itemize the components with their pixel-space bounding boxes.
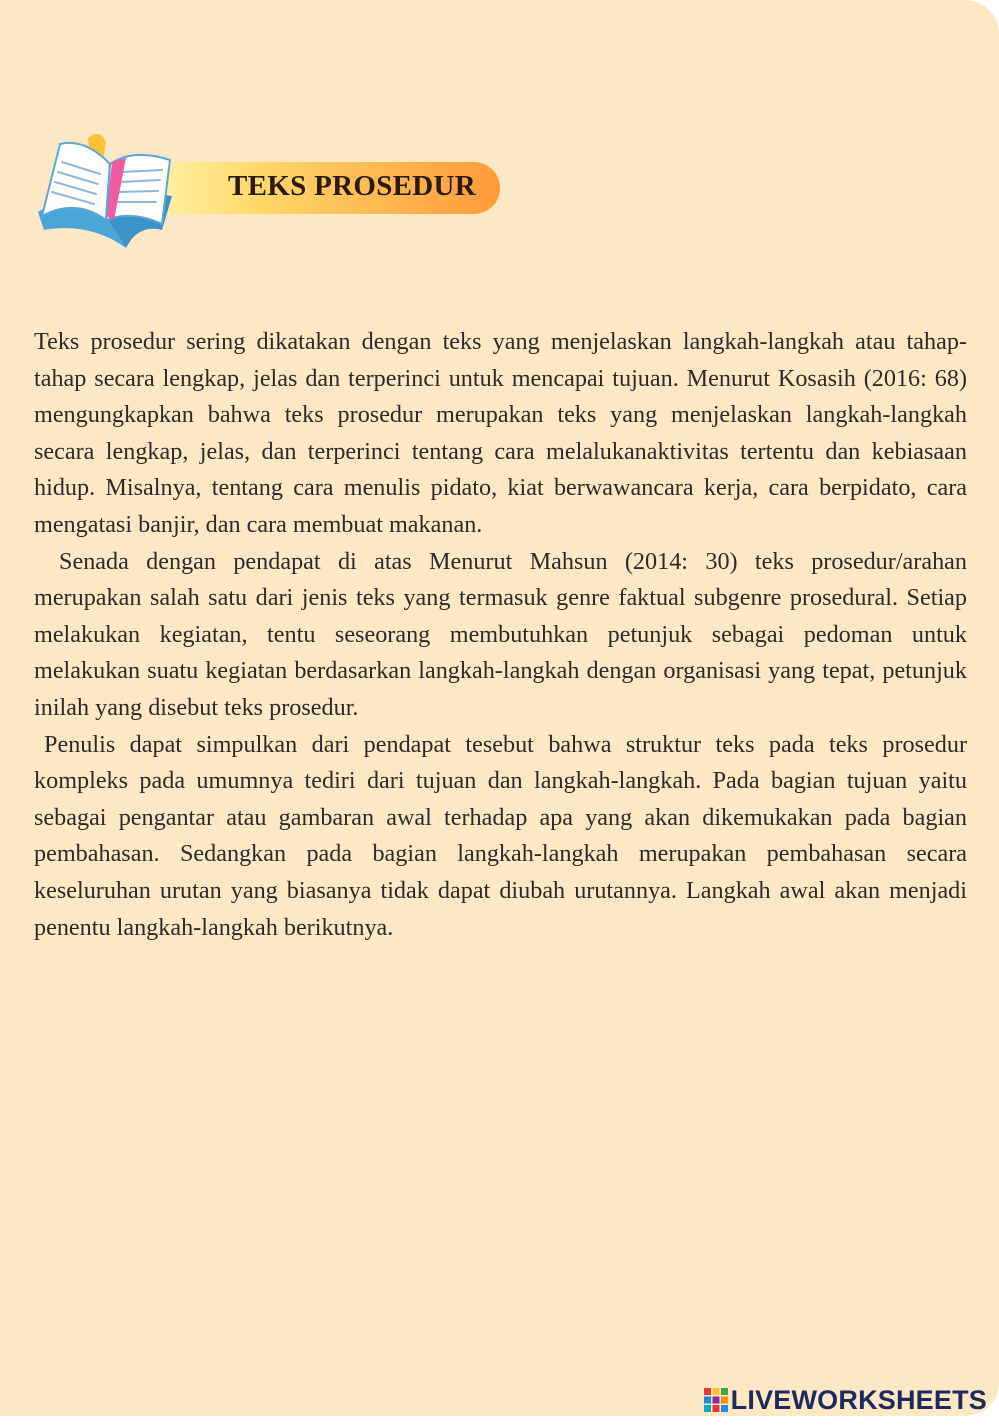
article-body <box>34 324 967 946</box>
watermark-text: LIVEWORKSHEETS <box>730 1384 987 1415</box>
paragraph-2: Senada dengan pendapat di atas Menurut Mahsun (2014: 30) teks prosedur/arahan merupakan salah satu dari jenis teks yang termasuk genre faktual subgenre prosedural. Setiap melakukan kegiatan, tentu seseorang membutuhkan petunjuk sebagai pedoman untuk melakukan suatu kegiatan berdasarkan langkah-langkah dengan organisasi yang tepat, petunjuk inilah yang disebut teks prosedur. <box>34 547 967 721</box>
section-header <box>30 120 510 260</box>
page-title: TEKS PROSEDUR <box>228 170 477 202</box>
open-book-icon <box>30 120 180 255</box>
liveworksheets-logo-icon <box>703 1387 729 1413</box>
watermark <box>703 1384 987 1416</box>
paragraph-1: Teks prosedur sering dikatakan dengan teks yang menjelaskan langkah-langkah atau tahap-tahap secara lengkap, jelas dan terperinci untuk mencapai tujuan. Menurut Kosasih (2016: 68) mengungkapkan bahwa teks prosedur merupakan teks yang menjelaskan langkah-langkah secara lengkap, jelas, dan terperinci tentang cara melalukanaktivitas tertentu dan kebiasaan hidup. Misalnya, tentang cara menulis pidato, kiat berwawancara kerja, cara berpidato, cara mengatasi banjir, dan cara membuat makanan. <box>34 328 967 538</box>
paragraph-3: Penulis dapat simpulkan dari pendapat tesebut bahwa struktur teks pada teks prosedur kompleks pada umumnya tediri dari tujuan dan langkah-langkah. Pada bagian tujuan yaitu sebagai pengantar atau gambaran awal terhadap apa yang akan dikemukakan pada bagian pembahasan. Sedangkan pada bagian langkah-langkah merupakan pembahasan secara keseluruhan urutan yang biasanya tidak dapat diubah urutannya. Langkah awal akan menjadi penentu langkah-langkah berikutnya. <box>34 730 967 941</box>
